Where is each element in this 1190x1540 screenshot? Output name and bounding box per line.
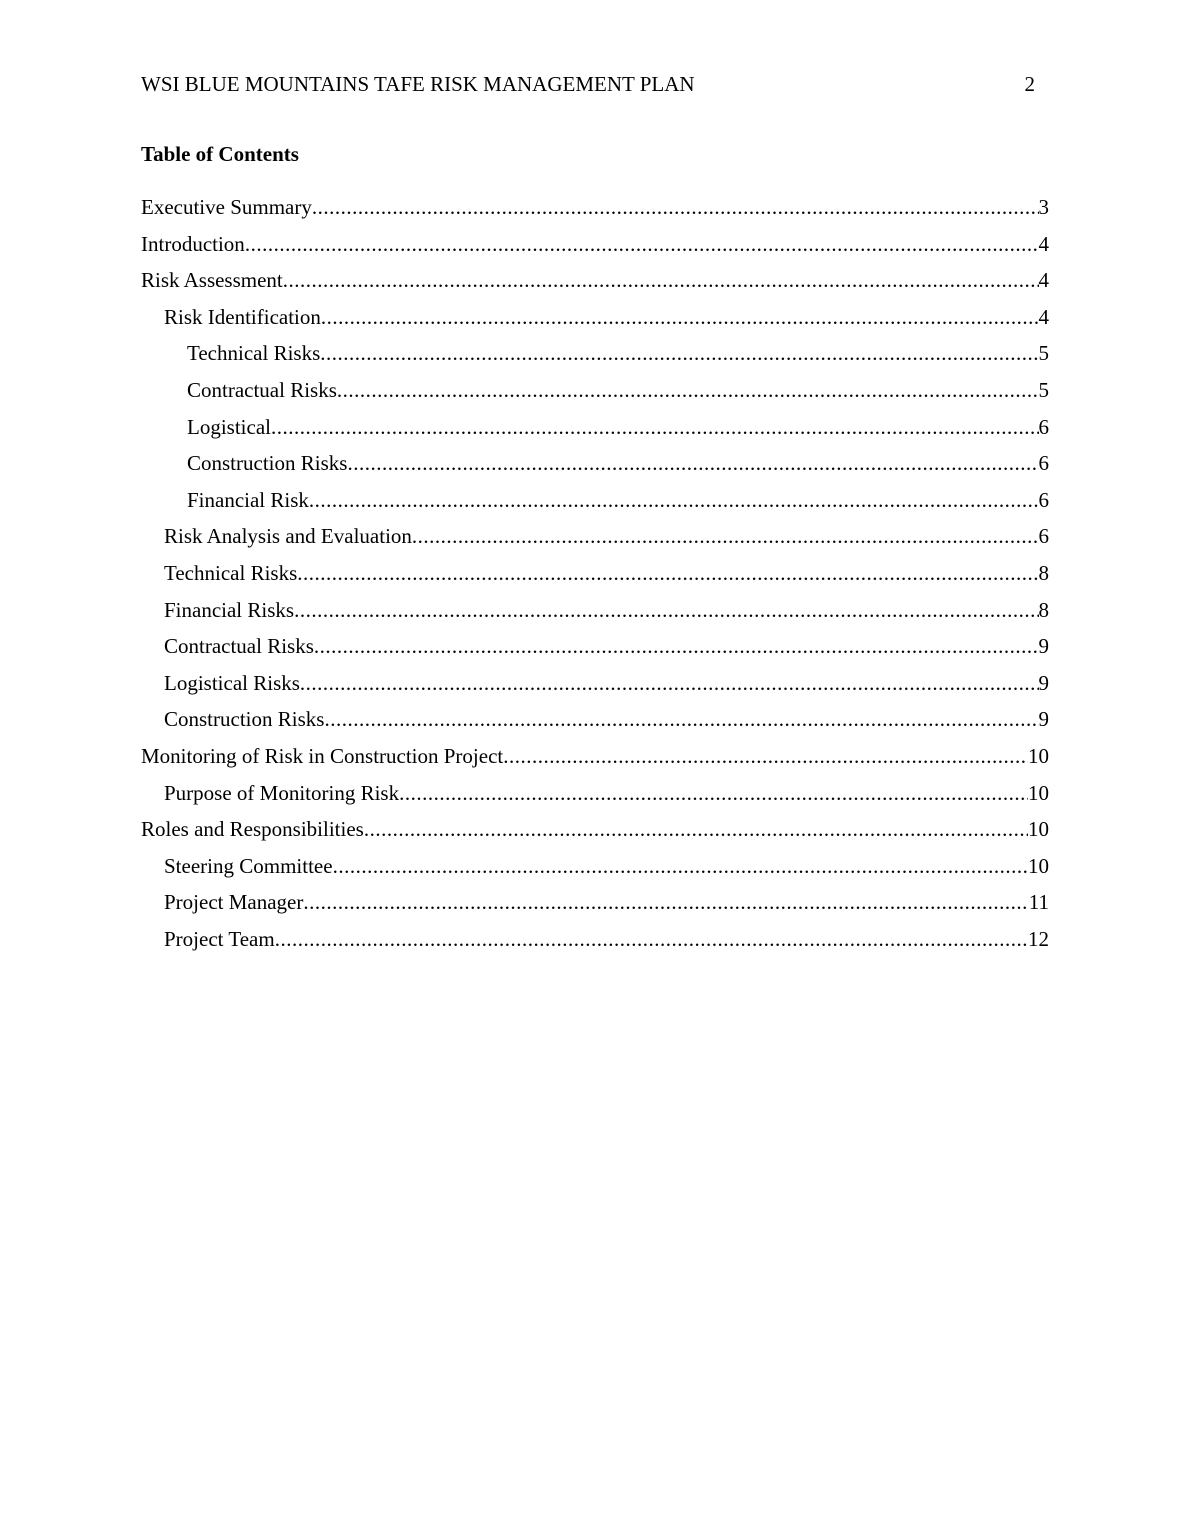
toc-entry-page: 6	[1038, 451, 1049, 476]
toc-entry-label: Roles and Responsibilities	[141, 817, 364, 842]
running-header-title: WSI BLUE MOUNTAINS TAFE RISK MANAGEMENT PLAN	[141, 72, 695, 96]
toc-entry[interactable]	[141, 413, 1049, 450]
toc-dot-leader	[271, 413, 1039, 441]
toc-dot-leader	[297, 559, 1038, 587]
toc-entry-page: 6	[1038, 487, 1049, 512]
toc-dot-leader	[309, 486, 1039, 514]
toc-entry-page: 5	[1038, 377, 1049, 402]
toc-dot-leader	[312, 193, 1039, 221]
toc-entry-page: 10	[1028, 780, 1049, 805]
toc-entry-label: Steering Committee	[164, 853, 333, 878]
toc-dot-leader	[245, 230, 1039, 258]
toc-entry[interactable]	[141, 376, 1049, 413]
toc-entry-page: 10	[1028, 743, 1049, 768]
toc-entry-label: Contractual Risks	[187, 377, 337, 402]
toc-entry[interactable]	[141, 669, 1049, 706]
toc-entry[interactable]	[141, 230, 1049, 267]
toc-dot-leader	[503, 742, 1028, 770]
toc-entry-label: Project Team	[164, 926, 275, 951]
page-number: 2	[1024, 72, 1035, 96]
toc-entry-page: 9	[1038, 707, 1049, 732]
toc-entry[interactable]	[141, 266, 1049, 303]
toc-dot-leader	[337, 376, 1039, 404]
toc-dot-leader	[347, 449, 1038, 477]
toc-entry-page: 6	[1038, 524, 1049, 549]
toc-entry-label: Technical Risks	[187, 341, 321, 366]
toc-entry[interactable]	[141, 852, 1049, 889]
toc-dot-leader	[300, 669, 1039, 697]
toc-entry-label: Monitoring of Risk in Construction Project	[141, 743, 504, 768]
page-header	[141, 70, 1035, 98]
toc-dot-leader	[321, 303, 1039, 331]
toc-dot-leader	[399, 779, 1028, 807]
toc-entry-page: 9	[1038, 634, 1049, 659]
toc-entry-page: 10	[1028, 817, 1049, 842]
toc-entry-page: 4	[1038, 304, 1049, 329]
toc-entry[interactable]	[141, 779, 1049, 816]
toc-dot-leader	[320, 339, 1038, 367]
toc-entry[interactable]	[141, 339, 1049, 376]
toc-entry[interactable]	[141, 559, 1049, 596]
toc-dot-leader	[333, 852, 1028, 880]
toc-entry[interactable]	[141, 705, 1049, 742]
toc-entry-label: Construction Risks	[187, 451, 348, 476]
toc-entry-label: Financial Risk	[187, 487, 309, 512]
toc-entry[interactable]	[141, 925, 1049, 962]
toc-entry-label: Risk Analysis and Evaluation	[164, 524, 412, 549]
toc-entry-label: Project Manager	[164, 890, 304, 915]
toc-entry-page: 10	[1028, 853, 1049, 878]
table-of-contents	[141, 193, 1049, 961]
toc-entry-label: Financial Risks	[164, 597, 295, 622]
toc-dot-leader	[283, 266, 1039, 294]
toc-entry-label: Contractual Risks	[164, 634, 314, 659]
toc-heading: Table of Contents	[141, 142, 299, 166]
toc-entry-label: Introduction	[141, 231, 245, 256]
toc-entry[interactable]	[141, 193, 1049, 230]
toc-dot-leader	[294, 596, 1038, 624]
toc-entry[interactable]	[141, 888, 1049, 925]
toc-entry-label: Construction Risks	[164, 707, 325, 732]
toc-entry-label: Purpose of Monitoring Risk	[164, 780, 400, 805]
toc-entry[interactable]	[141, 303, 1049, 340]
toc-entry[interactable]	[141, 596, 1049, 633]
toc-entry-page: 9	[1038, 670, 1049, 695]
toc-entry-label: Logistical	[187, 414, 271, 439]
toc-entry[interactable]	[141, 632, 1049, 669]
toc-entry-page: 8	[1038, 560, 1049, 585]
toc-dot-leader	[364, 815, 1028, 843]
toc-dot-leader	[303, 888, 1028, 916]
toc-entry-page: 4	[1038, 268, 1049, 293]
toc-entry-label: Executive Summary	[141, 195, 312, 219]
toc-dot-leader	[324, 705, 1038, 733]
toc-entry-label: Risk Identification	[164, 304, 321, 329]
toc-entry[interactable]	[141, 742, 1049, 779]
toc-entry-label: Technical Risks	[164, 560, 298, 585]
toc-entry-page: 6	[1038, 414, 1049, 439]
toc-dot-leader	[314, 632, 1039, 660]
toc-entry-label: Risk Assessment	[141, 268, 283, 293]
toc-entry-page: 11	[1028, 890, 1049, 915]
toc-entry-page: 5	[1038, 341, 1049, 366]
toc-entry[interactable]	[141, 522, 1049, 559]
toc-entry-page: 3	[1038, 195, 1049, 219]
toc-entry-page: 12	[1028, 926, 1049, 951]
toc-entry-page: 4	[1038, 231, 1049, 256]
toc-entry-label: Logistical Risks	[164, 670, 300, 695]
toc-dot-leader	[412, 522, 1039, 550]
toc-entry-page: 8	[1038, 597, 1049, 622]
toc-entry[interactable]	[141, 449, 1049, 486]
toc-entry[interactable]	[141, 486, 1049, 523]
toc-dot-leader	[275, 925, 1028, 953]
toc-entry[interactable]	[141, 815, 1049, 852]
